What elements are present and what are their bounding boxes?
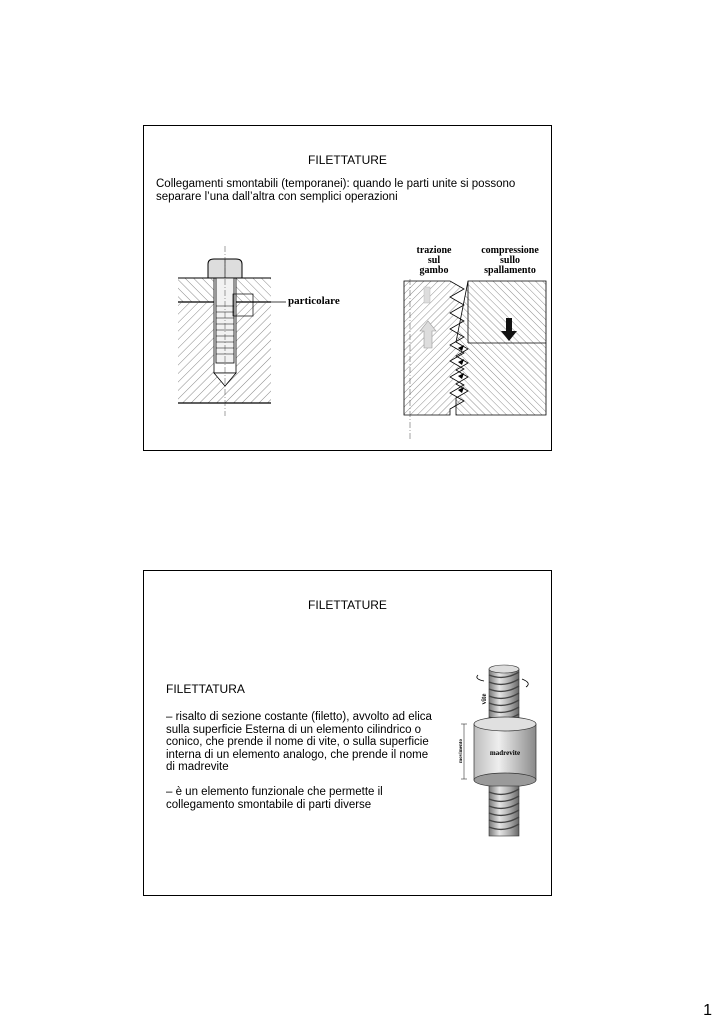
- bullet-definition: – risalto di sezione costante (filetto), avvolto ad elica sulla superficie Esterna di un elemento cilindrico o conico, che prende il nome di vite, o sulla superficie interna di un elemento analogo, che prende il nome di madrevite: [166, 711, 432, 773]
- slide-1-title: FILETTATURE: [308, 153, 387, 167]
- slide-2-title: FILETTATURE: [308, 598, 387, 612]
- motion-label: movimento: [459, 739, 464, 763]
- bullet-function: – è un elemento funzionale che permette il collegamento smontabile di parti diverse: [166, 786, 383, 811]
- compression-label-line3: spallamento: [484, 265, 536, 276]
- tension-label-line2: sul: [427, 255, 441, 266]
- tension-label-line3: gambo: [419, 265, 449, 276]
- page-number: 1: [703, 1002, 712, 1019]
- nut-label: madrevite: [489, 749, 521, 757]
- tension-label-line1: trazione: [416, 245, 452, 256]
- compression-label-line1: compressione: [481, 245, 539, 256]
- slide-1-body-text: Collegamenti smontabili (temporanei): quando le parti unite si possono separare l’una dall’altra con semplici operazioni: [156, 178, 516, 203]
- screw-label: vite: [480, 693, 488, 705]
- screw-and-nut-figure: [454, 659, 549, 844]
- bolt-assembly-figure: [178, 246, 378, 416]
- slide-2-heading: FILETTATURA: [166, 682, 245, 696]
- slide-1: [143, 125, 552, 451]
- slide-2: [143, 570, 552, 896]
- detail-label: particolare: [288, 295, 340, 307]
- thread-detail-figure: [398, 243, 550, 441]
- compression-label-line2: sullo: [499, 255, 521, 266]
